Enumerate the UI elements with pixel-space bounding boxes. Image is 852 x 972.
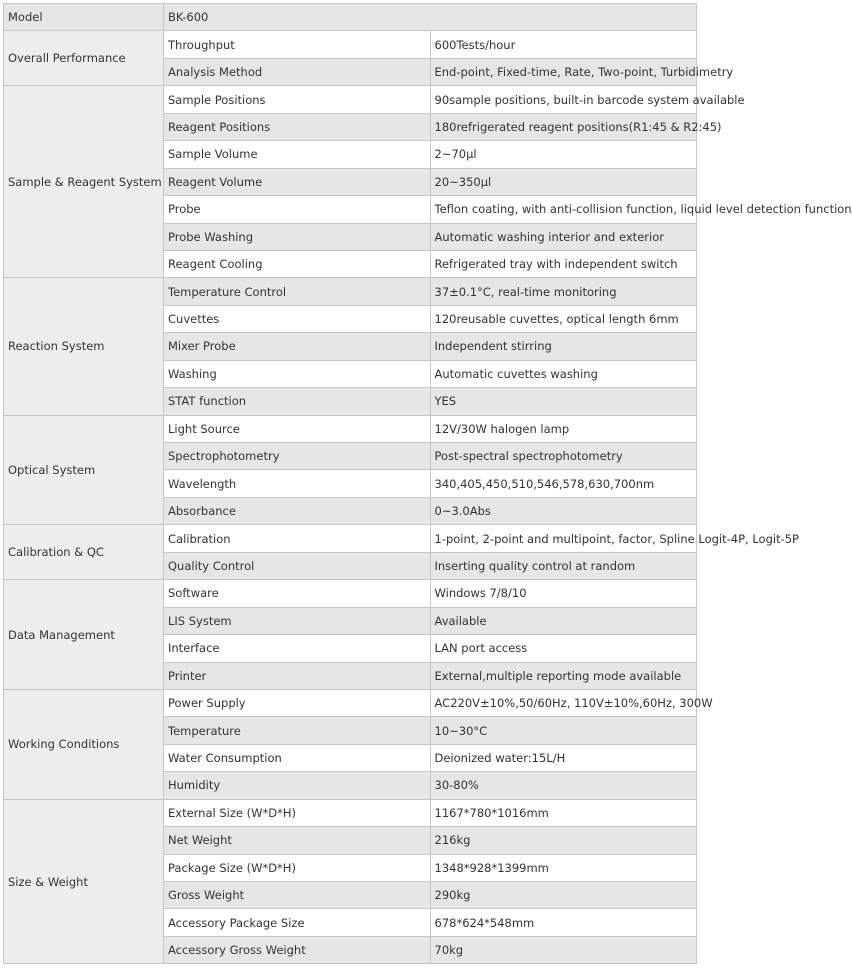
parameter-cell: External Size (W*D*H) — [164, 799, 431, 826]
value-cell: Automatic washing interior and exterior — [430, 223, 697, 250]
value-cell: Refrigerated tray with independent switch — [430, 250, 697, 277]
category-cell: Reaction System — [4, 278, 164, 415]
value-cell: 90sample positions, built-in barcode system available — [430, 86, 697, 113]
parameter-cell: Accessory Gross Weight — [164, 936, 431, 963]
model-row — [4, 4, 697, 31]
value-cell: 340,405,450,510,546,578,630,700nm — [430, 470, 697, 497]
value-cell: YES — [430, 388, 697, 415]
spec-row — [4, 415, 697, 442]
parameter-cell: Wavelength — [164, 470, 431, 497]
spec-row — [4, 278, 697, 305]
value-cell: LAN port access — [430, 635, 697, 662]
value-cell: 1-point, 2-point and multipoint, factor, Spline Logit-4P, Logit-5P — [430, 525, 697, 552]
parameter-cell: Washing — [164, 360, 431, 387]
value-cell: 30-80% — [430, 772, 697, 799]
parameter-cell: Spectrophotometry — [164, 443, 431, 470]
spec-row — [4, 799, 697, 826]
parameter-cell: Power Supply — [164, 689, 431, 716]
value-cell: 600Tests/hour — [430, 31, 697, 58]
parameter-cell: Net Weight — [164, 827, 431, 854]
parameter-cell: Software — [164, 580, 431, 607]
parameter-cell: Temperature — [164, 717, 431, 744]
value-cell: 37±0.1°C, real-time monitoring — [430, 278, 697, 305]
parameter-cell: Reagent Cooling — [164, 250, 431, 277]
value-cell: 0~3.0Abs — [430, 497, 697, 524]
spec-row — [4, 580, 697, 607]
spec-row — [4, 689, 697, 716]
value-cell: 1167*780*1016mm — [430, 799, 697, 826]
value-cell: Independent stirring — [430, 333, 697, 360]
category-cell: Calibration & QC — [4, 525, 164, 580]
parameter-cell: Analysis Method — [164, 58, 431, 85]
parameter-cell: Throughput — [164, 31, 431, 58]
value-cell: 20~350μl — [430, 168, 697, 195]
value-cell: 180refrigerated reagent positions(R1:45 & R2:45) — [430, 113, 697, 140]
parameter-cell: Interface — [164, 635, 431, 662]
parameter-cell: Calibration — [164, 525, 431, 552]
value-cell: Teflon coating, with anti-collision function, liquid level detection function — [430, 196, 697, 223]
parameter-cell: Mixer Probe — [164, 333, 431, 360]
parameter-cell: Cuvettes — [164, 305, 431, 332]
parameter-cell: Light Source — [164, 415, 431, 442]
value-cell: External,multiple reporting mode available — [430, 662, 697, 689]
parameter-cell: Reagent Positions — [164, 113, 431, 140]
value-cell: 120reusable cuvettes, optical length 6mm — [430, 305, 697, 332]
parameter-cell: Reagent Volume — [164, 168, 431, 195]
value-cell: Automatic cuvettes washing — [430, 360, 697, 387]
specifications-table — [3, 3, 852, 964]
category-cell: Working Conditions — [4, 689, 164, 799]
value-cell: Inserting quality control at random — [430, 552, 697, 579]
parameter-cell: Water Consumption — [164, 744, 431, 771]
parameter-cell: Package Size (W*D*H) — [164, 854, 431, 881]
parameter-cell: Gross Weight — [164, 882, 431, 909]
spec-row — [4, 31, 697, 58]
value-cell: 290kg — [430, 882, 697, 909]
category-cell: Data Management — [4, 580, 164, 690]
specifications-table-body — [4, 4, 852, 964]
value-cell: 12V/30W halogen lamp — [430, 415, 697, 442]
parameter-cell: Accessory Package Size — [164, 909, 431, 936]
value-cell: 70kg — [430, 936, 697, 963]
value-cell: Post-spectral spectrophotometry — [430, 443, 697, 470]
parameter-cell: LIS System — [164, 607, 431, 634]
value-cell: Available — [430, 607, 697, 634]
value-cell: End-point, Fixed-time, Rate, Two-point, Turbidimetry — [430, 58, 697, 85]
parameter-cell: Printer — [164, 662, 431, 689]
parameter-cell: Temperature Control — [164, 278, 431, 305]
spec-row — [4, 525, 697, 552]
value-cell: AC220V±10%,50/60Hz, 110V±10%,60Hz, 300W — [430, 689, 697, 716]
value-cell: Deionized water:15L/H — [430, 744, 697, 771]
value-cell: 1348*928*1399mm — [430, 854, 697, 881]
value-cell: 216kg — [430, 827, 697, 854]
value-cell: 2~70μl — [430, 141, 697, 168]
category-cell: Size & Weight — [4, 799, 164, 964]
category-cell: Sample & Reagent System — [4, 86, 164, 278]
value-cell: Windows 7/8/10 — [430, 580, 697, 607]
parameter-cell: Sample Positions — [164, 86, 431, 113]
parameter-cell: Probe Washing — [164, 223, 431, 250]
category-cell: Optical System — [4, 415, 164, 525]
parameter-cell: Humidity — [164, 772, 431, 799]
parameter-cell: Absorbance — [164, 497, 431, 524]
parameter-cell: Quality Control — [164, 552, 431, 579]
parameter-cell: Probe — [164, 196, 431, 223]
model-label: Model — [4, 4, 164, 31]
parameter-cell: Sample Volume — [164, 141, 431, 168]
category-cell: Overall Performance — [4, 31, 164, 86]
model-value: BK-600 — [164, 4, 697, 31]
value-cell: 678*624*548mm — [430, 909, 697, 936]
value-cell: 10~30°C — [430, 717, 697, 744]
parameter-cell: STAT function — [164, 388, 431, 415]
spec-row — [4, 86, 697, 113]
